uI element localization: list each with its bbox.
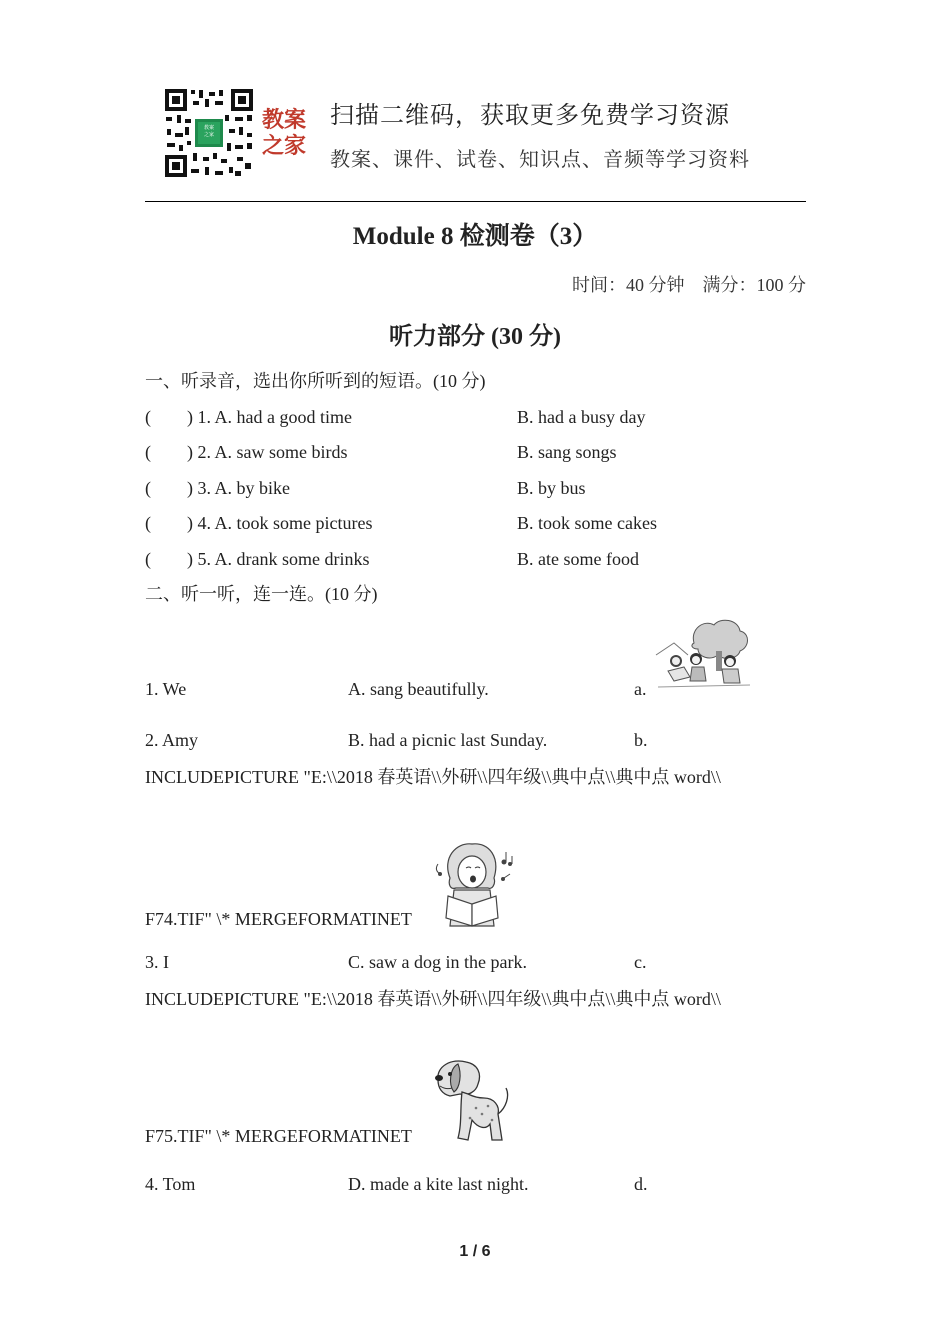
header-divider [145, 201, 806, 202]
part1-item-3-a: ( ) 3. A. by bike [145, 478, 290, 498]
qr-label-top: 教案 [203, 125, 214, 131]
part2-row-2-letter: b. [634, 730, 648, 750]
part2-heading: 二、听一听，连一连。(10 分) [145, 584, 378, 604]
part1-item-4-a: ( ) 4. A. took some pictures [145, 513, 373, 533]
dog-illustration [432, 1058, 514, 1146]
part1-item-3-b: B. by bus [517, 478, 586, 498]
part2-row-2-phrase: B. had a picnic last Sunday. [348, 730, 548, 750]
qr-code [163, 87, 255, 179]
part1-item-1-a: ( ) 1. A. had a good time [145, 407, 352, 427]
section-title: 听力部分 (30 分) [389, 324, 561, 350]
part1-item-1-b: B. had a busy day [517, 407, 646, 427]
part2-row-4-phrase: D. made a kite last night. [348, 1174, 529, 1194]
part1-item-5-b: B. ate some food [517, 549, 639, 569]
singing-girl-illustration [432, 838, 522, 928]
part2-row-1-subject: 1. We [145, 679, 187, 699]
part2-row-2-subject: 2. Amy [145, 730, 199, 750]
banner-line-2: 教案、课件、试卷、知识点、音频等学习资料 [330, 147, 750, 171]
part1-item-2-a: ( ) 2. A. saw some birds [145, 442, 348, 462]
include-picture-2-path: INCLUDEPICTURE "E:\\2018 春英语\\外研\\四年级\\典中点\\典中点 word\\ [145, 989, 721, 1009]
part2-row-3-letter: c. [634, 952, 647, 972]
brand-logo-text [262, 108, 306, 160]
part2-row-3-subject: 3. I [145, 952, 169, 972]
picnic-illustration [654, 615, 754, 695]
include-picture-2-end: F75.TIF" \* MERGEFORMATINET [145, 1126, 412, 1146]
page-number: 1 / 6 [459, 1243, 491, 1260]
part2-row-1-phrase: A. sang beautifully. [348, 679, 489, 699]
part2-row-1-letter: a. [634, 679, 647, 699]
part1-item-5-a: ( ) 5. A. drank some drinks [145, 549, 370, 569]
qr-label-bottom: 之家 [203, 132, 214, 138]
part1-heading: 一、听录音，选出你所听到的短语。(10 分) [145, 371, 486, 391]
part2-row-4-subject: 4. Tom [145, 1174, 196, 1194]
part2-row-3-phrase: C. saw a dog in the park. [348, 952, 527, 972]
part1-item-4-b: B. took some cakes [517, 513, 657, 533]
part2-row-4-letter: d. [634, 1174, 648, 1194]
include-picture-1-path: INCLUDEPICTURE "E:\\2018 春英语\\外研\\四年级\\典中点\\典中点 word\\ [145, 767, 721, 787]
banner-line-1: 扫描二维码，获取更多免费学习资源 [330, 101, 730, 129]
part1-item-2-b: B. sang songs [517, 442, 617, 462]
brand-line-2: 之家 [262, 134, 307, 159]
page-title: Module 8 检测卷（3） [352, 223, 598, 250]
include-picture-1-end: F74.TIF" \* MERGEFORMATINET [145, 909, 412, 929]
brand-line-1: 教案 [262, 108, 307, 133]
exam-meta: 时间：40 分钟 满分：100 分 [572, 275, 806, 295]
